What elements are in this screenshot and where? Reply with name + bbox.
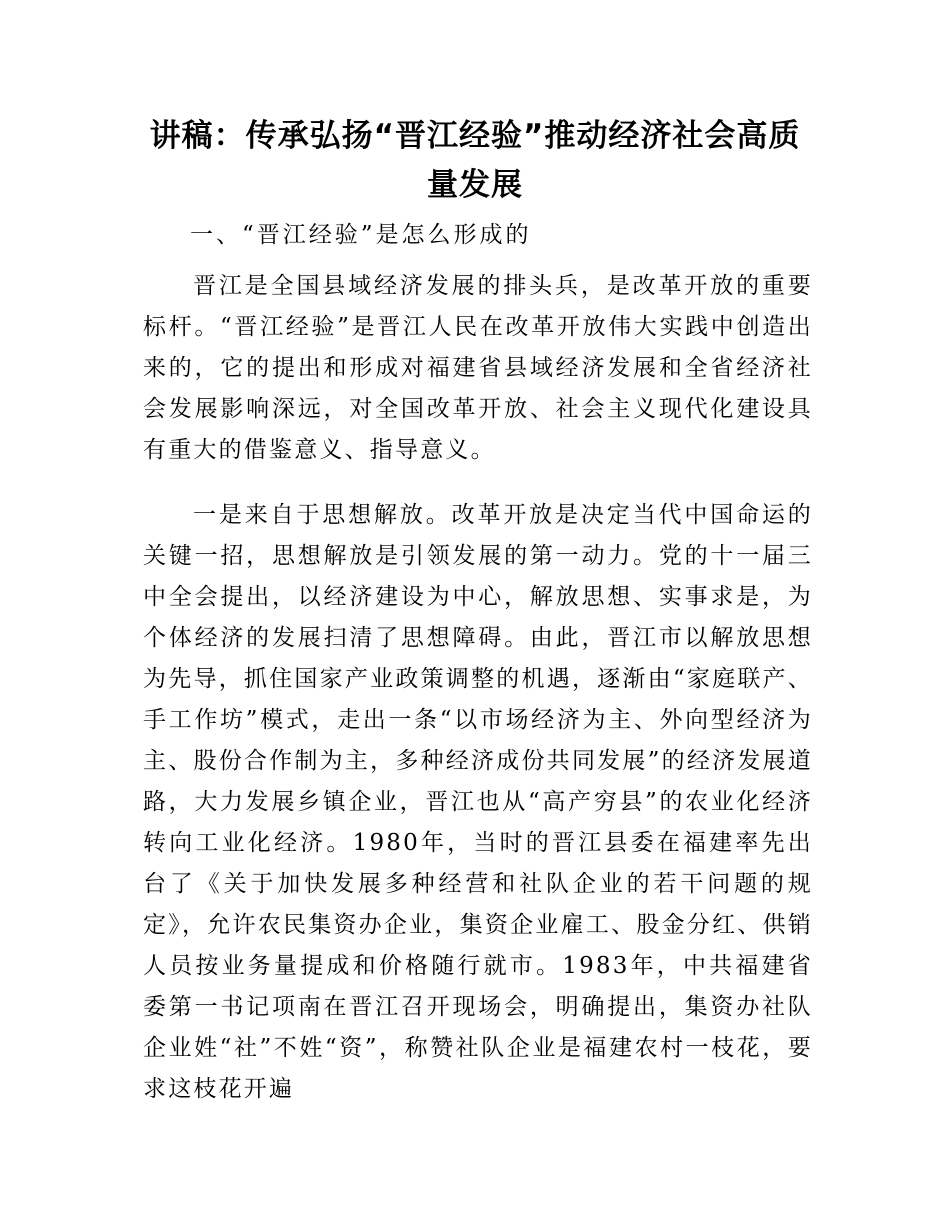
document-title: 讲稿：传承弘扬“晋江经验”推动经济社会高质量发展 (149, 118, 801, 203)
paragraph-2: 一是来自于思想解放。改革开放是决定当代中国命运的关键一招，思想解放是引领发展的第一动力。党的十一届三中全会提出，以经济建设为中心，解放思想、实事求是，为个体经济的发展扫清了思想障碍。由此，晋江市以解放思想为先导，抓住国家产业政策调整的机遇，逐渐由“家庭联产、手工作坊”模式，走出一条“以市场经济为主、外向型经济为主、股份合作制为主，多种经济成份共同发展”的经济发展道路，大力发展乡镇企业，晋江也从“高产穷县”的农业化经济转向工业化经济。1980年，当时的晋江县委在福建率先出台了《关于加快发展多种经营和社队企业的若干问题的规定》，允许农民集资办企业，集资企业雇工、股金分红、供销人员按业务量提成和价格随行就市。1983年，中共福建省委第一书记项南在晋江召开现场会，明确提出，集资办社队企业姓“社”不姓“资”，称赞社队企业是福建农村一枝花，要求这枝花开遍 (143, 502, 813, 1102)
paragraph-1: 晋江是全国县域经济发展的排头兵，是改革开放的重要标杆。“晋江经验”是晋江人民在改革开放伟大实践中创造出来的，它的提出和形成对福建省县域经济发展和全省经济社会发展影响深远，对全国改革开放、社会主义现代化建设具有重大的借鉴意义、指导意义。 (143, 273, 813, 463)
section-heading: 一、“晋江经验”是怎么形成的 (190, 222, 532, 248)
